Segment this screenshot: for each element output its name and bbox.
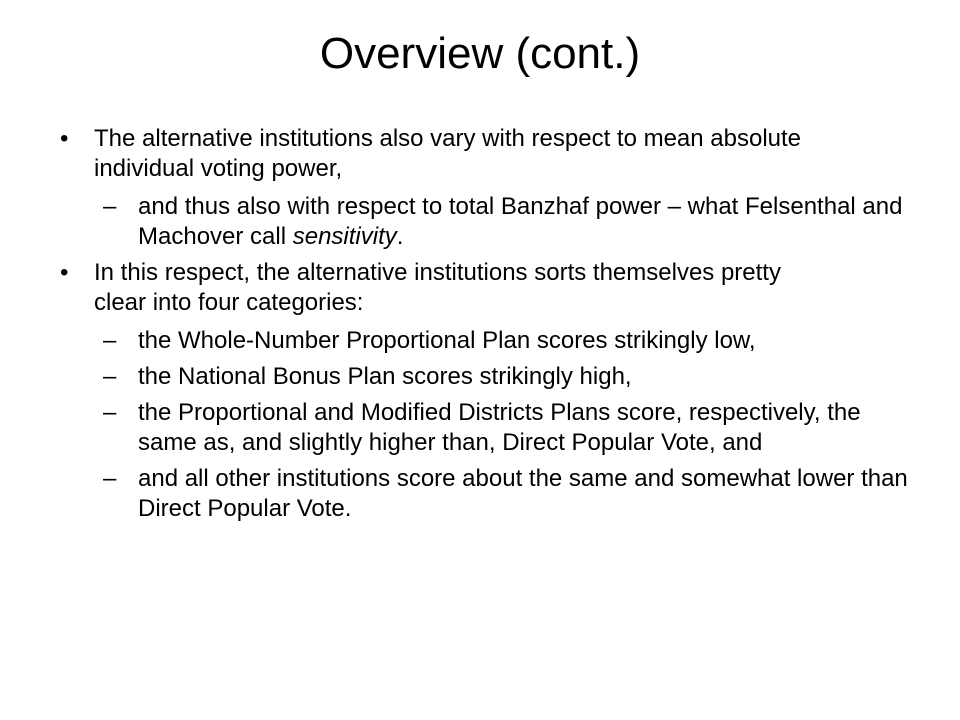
emphasized-term: sensitivity [292, 223, 397, 250]
sub-bullet-text: and thus also with respect to total Banzhaf power – what Felsenthal and Machover call [138, 193, 903, 250]
sub-bullet-item [103, 362, 908, 392]
sub-bullet-item [103, 192, 908, 252]
slide-title: Overview (cont.) [319, 29, 641, 78]
dash-marker: – [103, 465, 117, 492]
sub-bullet-item [103, 326, 908, 356]
bullet-text: The alternative institutions also vary with respect to mean absolute individual voting power, [94, 125, 802, 182]
bullet-marker: • [60, 259, 69, 286]
sub-bullet-item [103, 464, 908, 524]
bullet-item [60, 258, 838, 318]
sub-bullet-text: the Proportional and Modified Districts Plans score, respectively, the same as, and slightly higher than, Direct Popular Vote, and [138, 399, 861, 456]
dash-marker: – [103, 327, 117, 354]
dash-marker: – [103, 193, 117, 220]
dash-marker: – [103, 399, 117, 426]
sub-bullet-text: and all other institutions score about the same and somewhat lower than Direct Popular Vote. [138, 465, 908, 522]
sub-bullet-text-end: . [396, 223, 404, 250]
dash-marker: – [103, 363, 117, 390]
bullet-marker: • [60, 125, 69, 152]
bullet-text: In this respect, the alternative institutions sorts themselves pretty clear into four categories: [94, 259, 781, 316]
sub-bullet-text: the Whole-Number Proportional Plan scores strikingly low, [138, 327, 756, 354]
sub-bullet-item [103, 398, 908, 458]
sub-bullet-text: the National Bonus Plan scores strikingly high, [138, 363, 632, 390]
bullet-item [60, 124, 838, 184]
slide-content [0, 124, 960, 530]
